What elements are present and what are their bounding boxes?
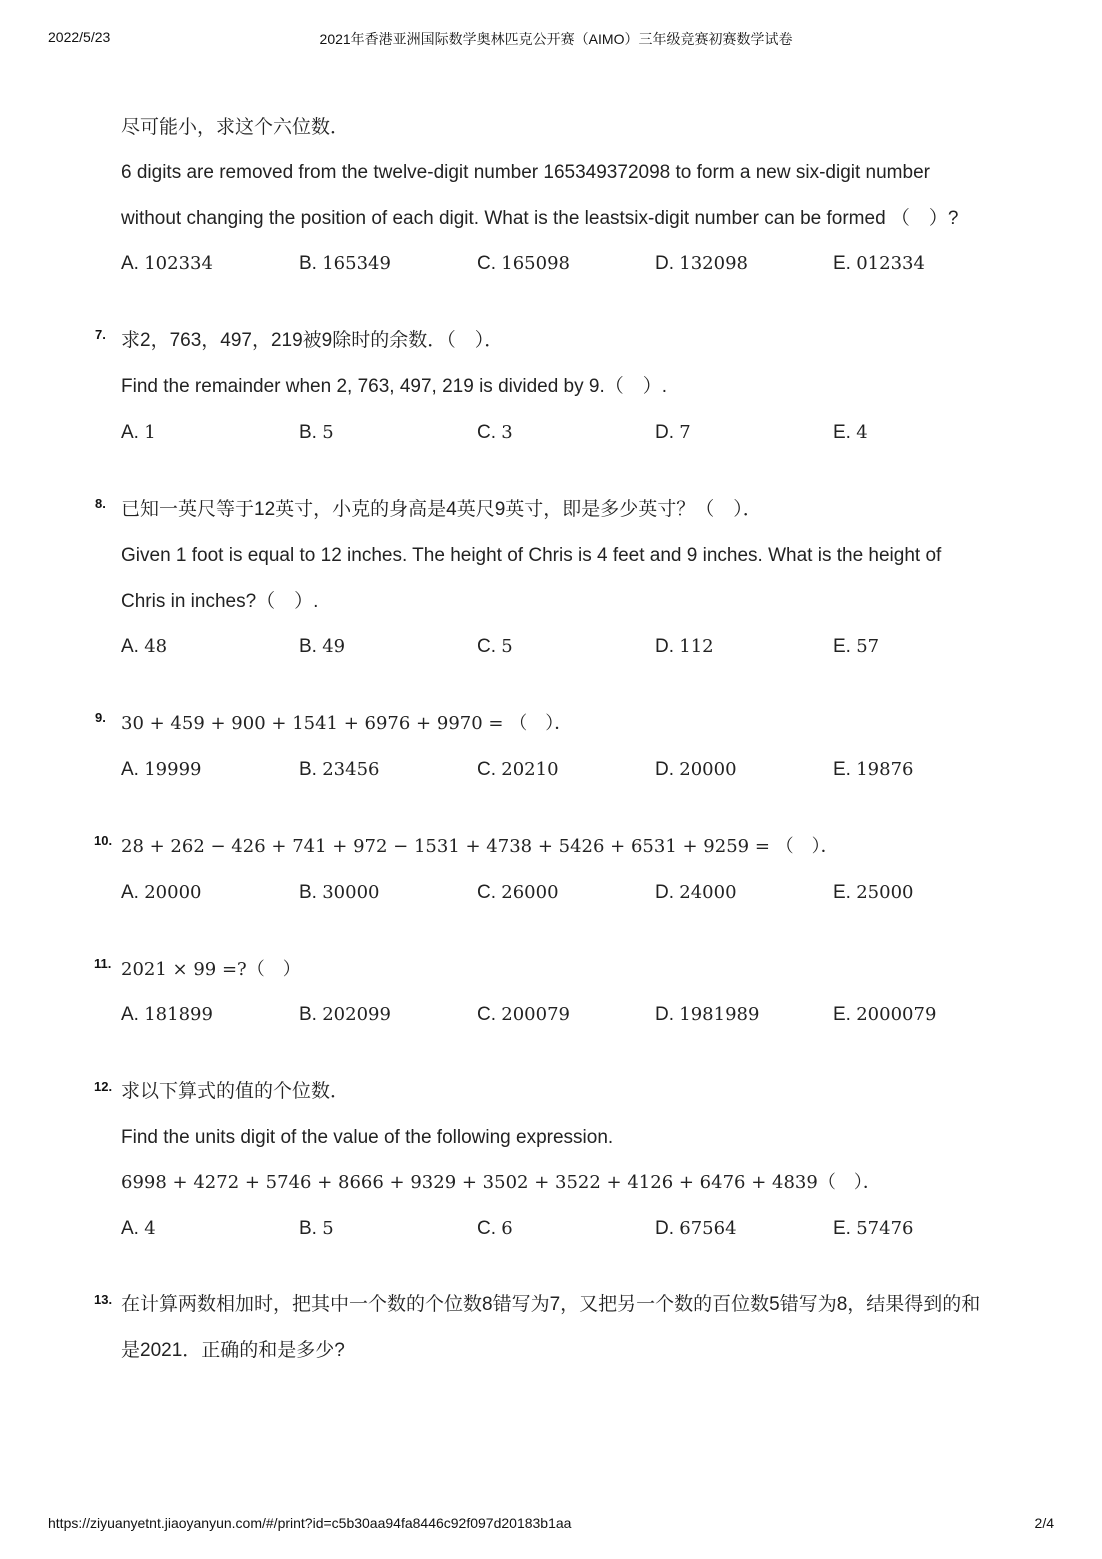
q6-english-line1: 6 digits are removed from the twelve-digit number 165349372098 to form a new six-digit number xyxy=(121,162,930,183)
q12-chinese: 求以下算式的值的个位数． xyxy=(121,1081,350,1102)
q8-option-a: A. 48 xyxy=(121,636,168,657)
q10-option-a: A. 20000 xyxy=(121,882,202,903)
q8-option-e: E. 57 xyxy=(833,636,880,657)
q9-option-e: E. 19876 xyxy=(833,759,914,780)
q12-option-a: A. 4 xyxy=(121,1218,156,1239)
q8-english-line1: Given 1 foot is equal to 12 inches. The height of Chris is 4 feet and 9 inches. What is the height of xyxy=(121,545,942,566)
question-number-10: 10. xyxy=(94,833,113,848)
q12-expression: 6998 + 4272 + 5746 + 8666 + 9329 + 3502 + 3522 + 4126 + 6476 + 4839（ ）． xyxy=(121,1172,881,1193)
question-number-12: 12. xyxy=(94,1079,113,1094)
question-number-9: 9. xyxy=(95,710,106,725)
question-number-13: 13. xyxy=(94,1292,113,1307)
q11-options xyxy=(121,1003,1021,1027)
page-number: 2/4 xyxy=(1034,1515,1054,1531)
q7-chinese: 求2，763，497，219被9除时的余数．（ ）． xyxy=(121,330,504,351)
q13-chinese-line1: 在计算两数相加时，把其中一个数的个位数8错写为7，又把另一个数的百位数5错写为8，结果得到的和 xyxy=(121,1294,981,1315)
q10-options xyxy=(121,881,1021,905)
q8-options xyxy=(121,635,1021,659)
document-title: 2021年香港亚洲国际数学奥林匹克公开赛（AIMO）三年级竞赛初赛数学试卷 xyxy=(319,31,793,47)
q9-option-b: B. 23456 xyxy=(299,759,380,780)
question-number-11: 11. xyxy=(94,956,112,971)
q7-options xyxy=(121,421,1021,445)
q11-option-a: A. 181899 xyxy=(121,1004,213,1025)
q12-option-c: C. 6 xyxy=(477,1218,513,1239)
q6-options xyxy=(121,252,1021,276)
q10-option-b: B. 30000 xyxy=(299,882,380,903)
q9-expression: 30 + 459 + 900 + 1541 + 6976 + 9970 = （ ）． xyxy=(121,713,573,734)
q9-option-d: D. 20000 xyxy=(655,759,737,780)
q8-option-d: D. 112 xyxy=(655,636,714,657)
q9-option-a: A. 19999 xyxy=(121,759,202,780)
q9-options xyxy=(121,758,1021,782)
q6-option-b: B. 165349 xyxy=(299,253,391,274)
q12-option-e: E. 57476 xyxy=(833,1218,914,1239)
q7-option-e: E. 4 xyxy=(833,422,868,443)
q6-english-line2: without changing the position of each digit. What is the leastsix-digit number can be formed （ ）? xyxy=(121,208,959,229)
q8-option-b: B. 49 xyxy=(299,636,346,657)
q11-expression: 2021 × 99 =?（ ） xyxy=(121,959,301,980)
print-date: 2022/5/23 xyxy=(48,29,111,45)
question-number-8: 8. xyxy=(95,496,106,511)
q7-option-a: A. 1 xyxy=(121,422,156,443)
q6-option-c: C. 165098 xyxy=(477,253,570,274)
q10-expression: 28 + 262 − 426 + 741 + 972 − 1531 + 4738 + 5426 + 6531 + 9259 = （ ）． xyxy=(121,836,839,857)
q7-option-c: C. 3 xyxy=(477,422,513,443)
q11-option-c: C. 200079 xyxy=(477,1004,570,1025)
q7-option-d: D. 7 xyxy=(655,422,691,443)
q6-option-e: E. 012334 xyxy=(833,253,925,274)
q13-chinese-line2: 是2021．正确的和是多少? xyxy=(121,1340,345,1361)
q8-option-c: C. 5 xyxy=(477,636,513,657)
q12-option-d: D. 67564 xyxy=(655,1218,737,1239)
q6-chinese-tail: 尽可能小，求这个六位数． xyxy=(121,117,350,138)
q12-option-b: B. 5 xyxy=(299,1218,334,1239)
q6-option-a: A. 102334 xyxy=(121,253,213,274)
q10-option-e: E. 25000 xyxy=(833,882,914,903)
q10-option-c: C. 26000 xyxy=(477,882,559,903)
q9-option-c: C. 20210 xyxy=(477,759,559,780)
q7-english: Find the remainder when 2, 763, 497, 219 is divided by 9.（ ）. xyxy=(121,376,668,397)
q11-option-e: E. 2000079 xyxy=(833,1004,937,1025)
q8-chinese: 已知一英尺等于12英寸，小克的身高是4英尺9英寸，即是多少英寸？（ ）． xyxy=(121,499,762,520)
question-number-7: 7. xyxy=(95,327,106,342)
q6-option-d: D. 132098 xyxy=(655,253,748,274)
q11-option-d: D. 1981989 xyxy=(655,1004,760,1025)
q12-options xyxy=(121,1217,1021,1241)
q12-english: Find the units digit of the value of the following expression. xyxy=(121,1127,614,1148)
q10-option-d: D. 24000 xyxy=(655,882,737,903)
q7-option-b: B. 5 xyxy=(299,422,334,443)
q8-english-line2: Chris in inches?（ ）. xyxy=(121,591,319,612)
page-url: https://ziyuanyetnt.jiaoyanyun.com/#/print?id=c5b30aa94fa8446c92f097d20183b1aa xyxy=(48,1515,572,1531)
q11-option-b: B. 202099 xyxy=(299,1004,391,1025)
